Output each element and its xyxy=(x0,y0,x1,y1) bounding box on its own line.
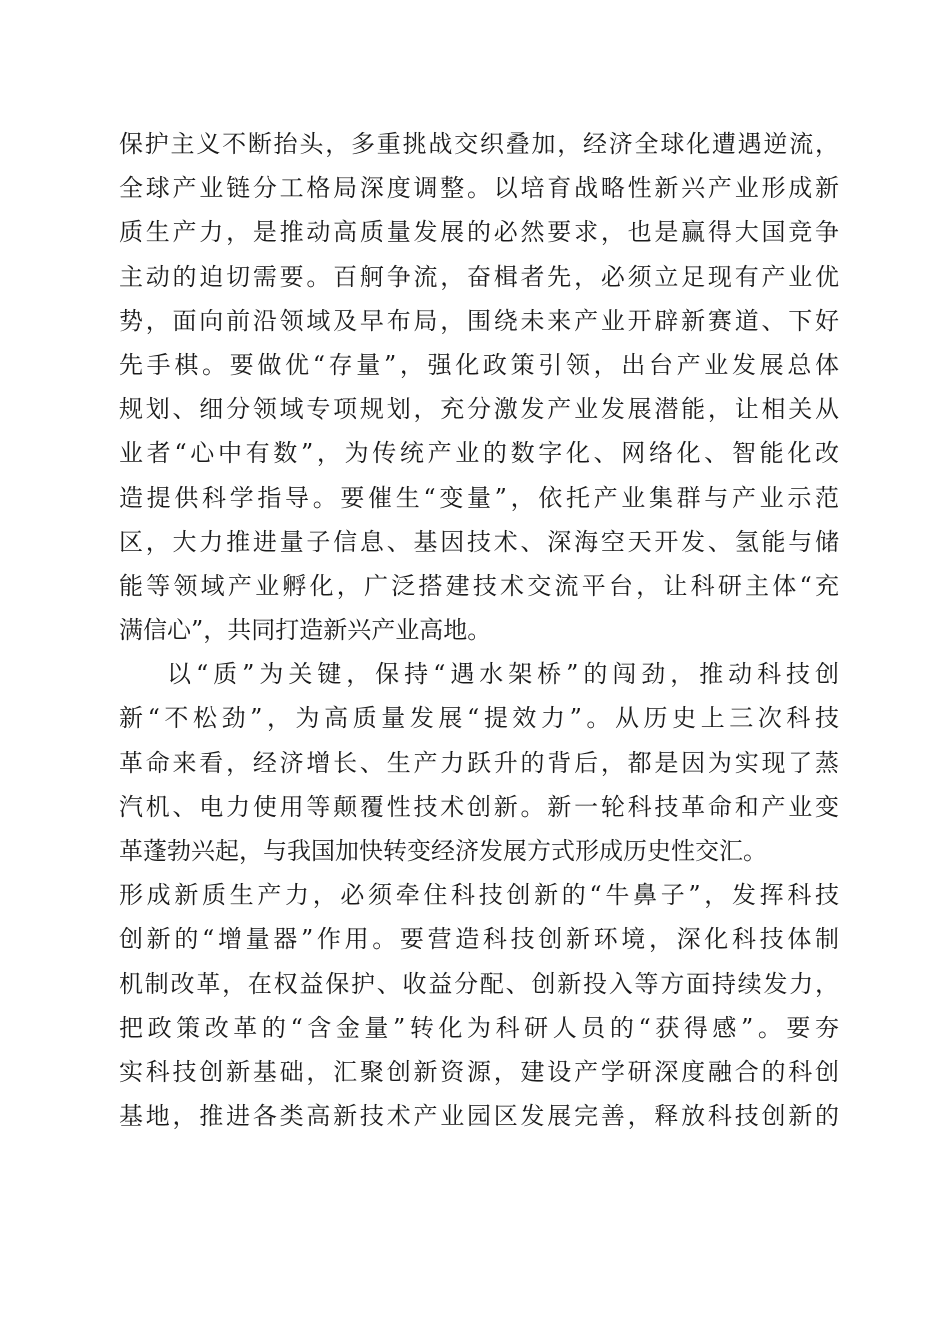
text-line: 规划、细分领域专项规划，充分激发产业发展潜能，让相关从 xyxy=(119,395,839,424)
text-line: 全球产业链分工格局深度调整。以培育战略性新兴产业形成新 xyxy=(119,174,839,203)
text-line: 创新的“增量器”作用。要营造科技创新环境，深化科技体制 xyxy=(119,925,839,954)
text-line: 先手棋。要做优“存量”，强化政策引领，出台产业发展总体 xyxy=(119,350,839,379)
paragraph-start-line: 以“质”为关键，保持“遇水架桥”的闯劲，推动科技创 xyxy=(167,660,839,689)
text-line: 保护主义不断抬头，多重挑战交织叠加，经济全球化遭遇逆流， xyxy=(119,130,839,158)
paragraph-end-line: 满信心”，共同打造新兴产业高地。 xyxy=(119,616,492,645)
text-line: 把政策改革的“含金量”转化为科研人员的“获得感”。要夯 xyxy=(119,1013,839,1042)
text-line: 形成新质生产力，必须牵住科技创新的“牛鼻子”，发挥科技 xyxy=(119,881,839,910)
text-line: 汽机、电力使用等颠覆性技术创新。新一轮科技革命和产业变 xyxy=(119,792,839,821)
text-line: 造提供科学指导。要催生“变量”，依托产业集群与产业示范 xyxy=(119,483,839,512)
text-line: 质生产力，是推动高质量发展的必然要求，也是赢得大国竞争 xyxy=(119,218,839,247)
text-line: 业者“心中有数”，为传统产业的数字化、网络化、智能化改 xyxy=(119,439,839,468)
text-line: 势，面向前沿领域及早布局，围绕未来产业开辟新赛道、下好 xyxy=(119,306,839,335)
text-line: 机制改革，在权益保护、收益分配、创新投入等方面持续发力， xyxy=(119,969,839,998)
text-line: 能等领域产业孵化，广泛搭建技术交流平台，让科研主体“充 xyxy=(119,571,839,600)
text-line: 主动的迫切需要。百舸争流，奋楫者先，必须立足现有产业优 xyxy=(119,262,839,291)
text-line: 革命来看，经济增长、生产力跃升的背后，都是因为实现了蒸 xyxy=(119,748,839,777)
text-line: 实科技创新基础，汇聚创新资源，建设产学研深度融合的科创 xyxy=(119,1057,839,1086)
text-line: 基地，推进各类高新技术产业园区发展完善，释放科技创新的 xyxy=(119,1102,839,1131)
body-text xyxy=(119,122,839,1138)
text-line: 革蓬勃兴起，与我国加快转变经济发展方式形成历史性交汇。 xyxy=(119,837,767,865)
text-line: 新“不松劲”，为高质量发展“提效力”。从历史上三次科技 xyxy=(119,704,839,733)
text-line: 区，大力推进量子信息、基因技术、深海空天开发、氢能与储 xyxy=(119,527,839,556)
